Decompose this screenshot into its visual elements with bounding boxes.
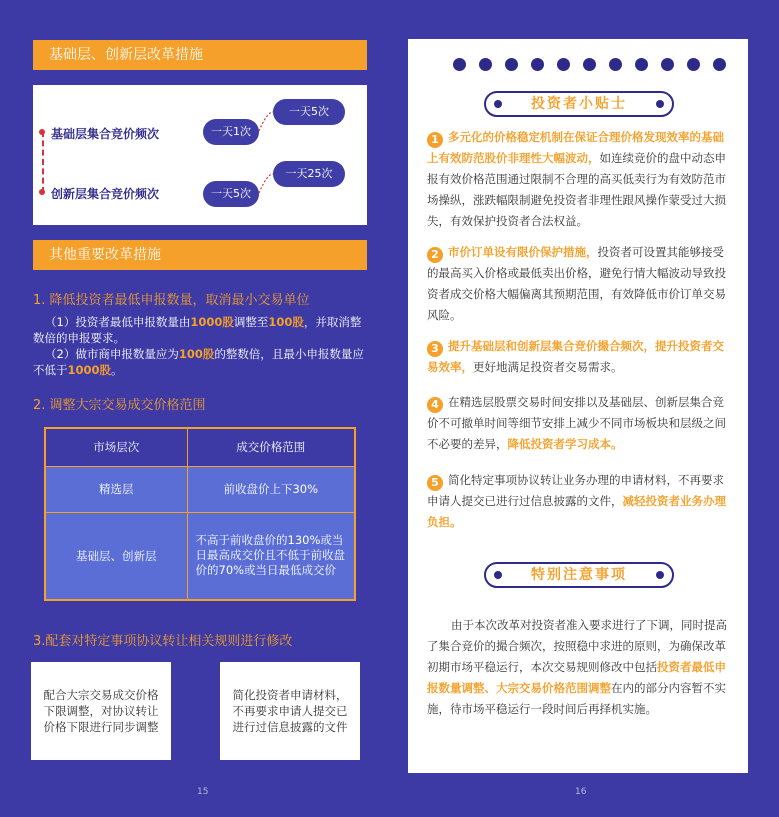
table-cell: 精选层 bbox=[45, 466, 187, 512]
notice-paragraph: 由于本次改革对投资者准入要求进行了下调，同时提高了集合竞价的撮合频次，按照稳中求进的原则，为确保改革初期市场平稳运行，本次交易规则修改中包括投资者最低申报数量调整、大宗交易价格范围调整在内的部分内容暂不实施，待市场平稳运行一段时间后再择机实施。 bbox=[427, 618, 727, 716]
section-title-2: 2. 调整大宗交易成交价格范围 bbox=[33, 398, 206, 413]
section-bar-reform: 基础层、创新层改革措施 bbox=[33, 40, 367, 70]
basic-new-frequency: 一天5次 bbox=[273, 99, 345, 125]
section-title-1: 1. 降低投资者最低申报数量，取消最小交易单位 bbox=[33, 293, 310, 308]
investor-tips-panel bbox=[408, 39, 748, 773]
table-header-range: 成交价格范围 bbox=[187, 428, 355, 466]
section-title-3: 3.配套对特定事项协议转让相关规则进行修改 bbox=[33, 634, 293, 649]
tip-4: 4 在精选层股票交易时间安排以及基础层、创新层集合竞价不可撤单时间等细节安排上减少不同市场板块和层级之间不必要的差异，降低投资者学习成本。 bbox=[427, 395, 726, 451]
table-header-level: 市场层次 bbox=[45, 428, 187, 466]
rule-box-1: 配合大宗交易成交价格下限调整，对协议转让价格下限进行同步调整 bbox=[31, 662, 171, 760]
tip-5: 5 简化特定事项协议转让业务办理的申请材料，不再要求申请人提交已进行过信息披露的文件，减轻投资者业务办理负担。 bbox=[427, 473, 726, 529]
table-cell: 前收盘价上下30% bbox=[187, 466, 355, 512]
section-bar-other: 其他重要改革措施 bbox=[33, 240, 367, 270]
page-number: 16 bbox=[575, 787, 587, 797]
tip-1: 1 多元化的价格稳定机制在保证合理价格发现效率的基础上有效防范股价非理性大幅波动，如连续竞价的盘中动态申报有效价格范围通过限制不合理的高买低卖行为有效防范市场操纵，涨跌幅限制避免投资者非理性跟风操作蒙受过大损失，有效保护投资者合法权益。 bbox=[427, 130, 726, 228]
basic-old-frequency: 一天1次 bbox=[203, 119, 259, 145]
notice-title: 特别注意事项 bbox=[484, 562, 674, 588]
table-cell: 基础层、创新层 bbox=[45, 512, 187, 600]
table-cell: 不高于前收盘价的130%或当日最高成交价且不低于前收盘价的70%或当日最低成交价 bbox=[187, 512, 355, 600]
arrow-connectors bbox=[33, 85, 367, 225]
innovation-new-frequency: 一天25次 bbox=[273, 161, 345, 187]
paragraph-1: （1）投资者最低申报数量由1000股调整至100股，并取消整数倍的申报要求。 bbox=[33, 315, 362, 345]
frequency-diagram bbox=[33, 85, 367, 225]
tip-2: 2 市价订单设有限价保护措施，投资者可设置其能够接受的最高买入价格或最低卖出价格，避免行情大幅波动导致投资者成交价格大幅偏离其预期范围，有效降低市价订单交易风险。 bbox=[427, 245, 726, 322]
tip-3: 3 提升基础层和创新层集合竞价撮合频次，提升投资者交易效率，更好地满足投资者交易需求。 bbox=[427, 339, 724, 374]
innovation-old-frequency: 一天5次 bbox=[203, 181, 259, 207]
price-range-table bbox=[44, 427, 356, 601]
paragraph-2: （2）做市商申报数量应为100股的整数倍，且最小申报数量应不低于1000股。 bbox=[33, 347, 364, 377]
page-number: 15 bbox=[197, 787, 209, 797]
decorative-dots bbox=[453, 58, 723, 72]
rule-box-2: 简化投资者申请材料，不再要求申请人提交已进行过信息披露的文件 bbox=[220, 662, 360, 760]
innovation-layer-label: 创新层集合竞价频次 bbox=[51, 187, 160, 201]
tips-title: 投资者小贴士 bbox=[484, 91, 674, 117]
basic-layer-label: 基础层集合竞价频次 bbox=[51, 127, 160, 141]
